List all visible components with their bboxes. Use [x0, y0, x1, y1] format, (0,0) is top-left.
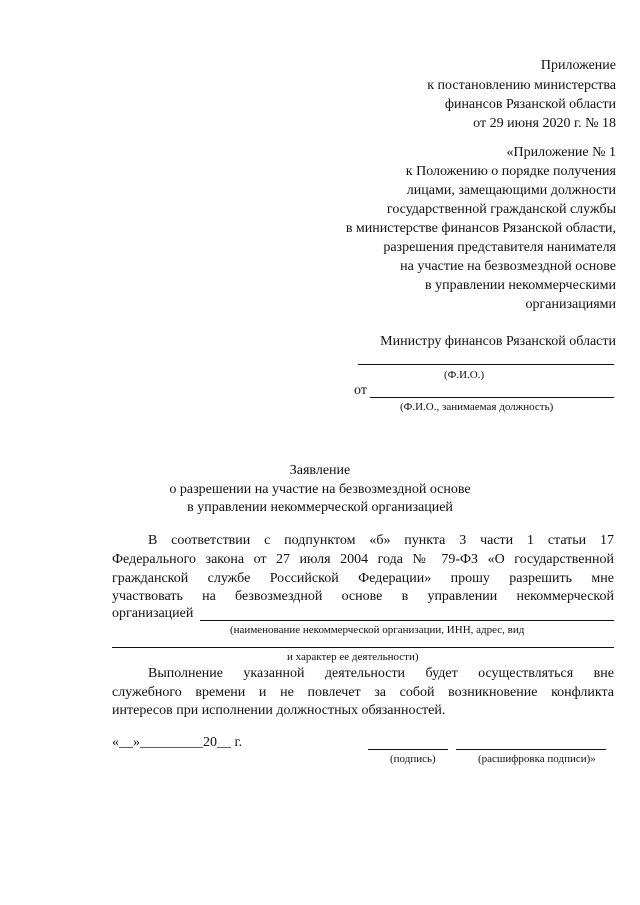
title-line-2: о разрешении на участие на безвозмездной основе [169, 482, 471, 497]
sign-caption: (подпись) [390, 753, 436, 765]
annex-line: организациями [525, 297, 616, 312]
from-caption: (Ф.И.О., занимаемая должность) [400, 401, 554, 413]
annex-line: к Положению о порядке получения [405, 164, 616, 179]
body-line: гражданской службе Российской Федерации» прошу разрешить мне [112, 571, 614, 586]
org-line-1 [200, 620, 614, 621]
body-line: интересов при исполнении должностных обязанностей. [112, 703, 446, 718]
annex-line: в министерстве финансов Рязанской области, [345, 221, 616, 236]
title-line-3: в управлении некоммерческой организацией [187, 500, 453, 515]
fio-line [358, 364, 614, 365]
from-label: от [354, 383, 367, 398]
from-line [370, 397, 614, 398]
body-line: Выполнение указанной деятельности будет осуществляться вне [148, 666, 614, 681]
annex-line: лицами, замещающими должности [406, 183, 616, 198]
decode-caption: (расшифровка подписи)» [478, 753, 596, 765]
body-line: В соответствии с подпунктом «б» пункта 3 части 1 статьи 17 [148, 533, 614, 548]
header-line-4: от 29 июня 2020 г. № 18 [473, 116, 616, 131]
body-line: участвовать на безвозмездной основе в управлении некоммерческой [112, 589, 614, 604]
decode-line [456, 749, 606, 750]
fio-caption: (Ф.И.О.) [444, 369, 485, 381]
header-line-1: Приложение [540, 58, 616, 73]
body-line: организацией [112, 606, 194, 621]
header-line-3: финансов Рязанской области [444, 97, 616, 112]
signature-line [368, 749, 448, 750]
org-caption-2: и характер ее деятельности) [287, 651, 419, 663]
body-line: Федерального закона от 27 июля 2004 года № 79-ФЗ «О государственной [112, 552, 614, 567]
header-line-2: к постановлению министерства [427, 78, 616, 93]
annex-line: в управлении некоммерческими [425, 278, 616, 293]
title-line-1: Заявление [289, 463, 351, 478]
body-line: служебного времени и не повлечет за собой возникновение конфликта [112, 685, 614, 700]
addressee-to: Министру финансов Рязанской области [380, 334, 616, 349]
annex-line: разрешения представителя нанимателя [383, 240, 616, 255]
annex-line: «Приложение № 1 [506, 145, 616, 160]
date-field: «__»_________20__ г. [112, 735, 243, 750]
org-line-2 [112, 647, 614, 648]
annex-line: на участие на безвозмездной основе [400, 259, 616, 274]
annex-line: государственной гражданской службы [386, 202, 616, 217]
org-caption-1: (наименование некоммерческой организации, ИНН, адрес, вид [230, 624, 525, 636]
